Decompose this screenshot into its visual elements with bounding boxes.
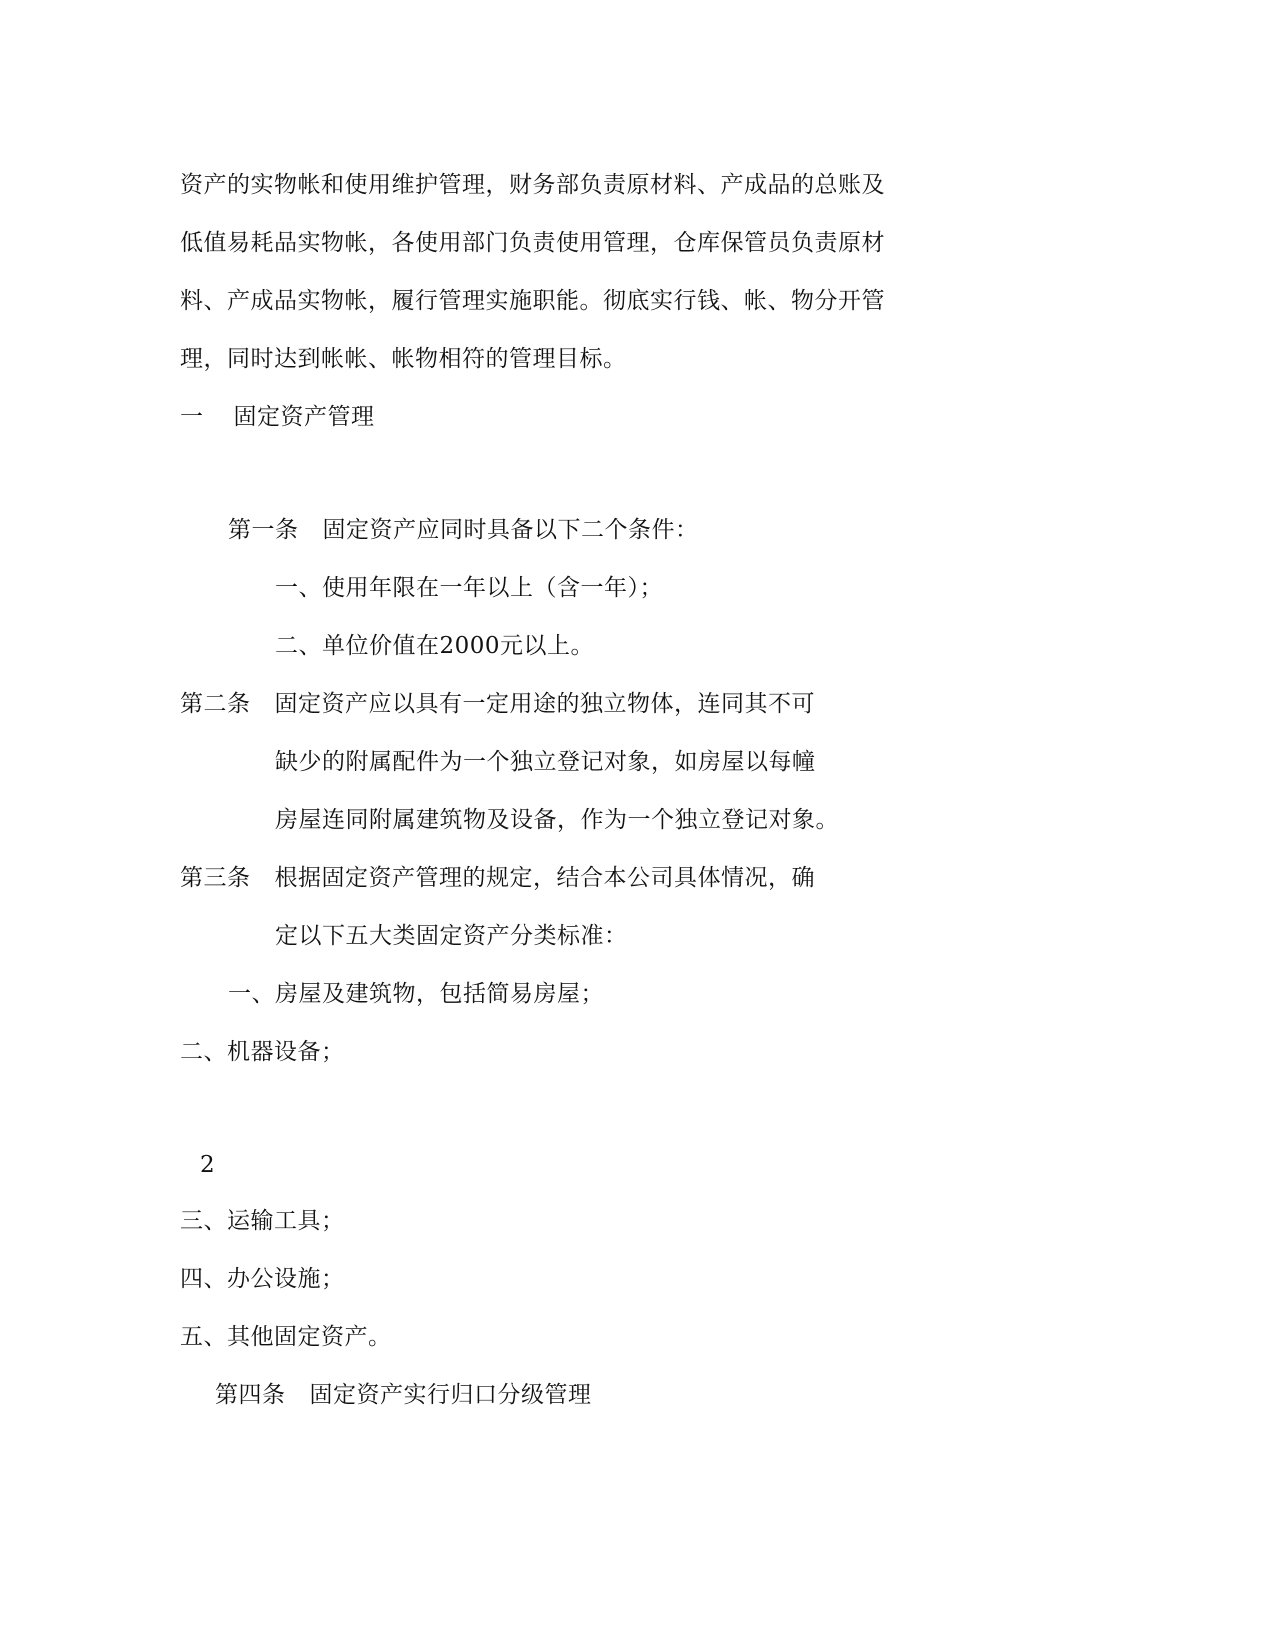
list-item-5: 五、其他固定资产。	[180, 1324, 392, 1350]
paragraph-line-3: 料、产成品实物帐，履行管理实施职能。彻底实行钱、帐、物分开管	[180, 288, 885, 314]
article-3	[180, 863, 815, 893]
article-4-text: 固定资产实行归口分级管理	[309, 1382, 592, 1408]
article-4	[215, 1380, 592, 1410]
article-3-line-1: 根据固定资产管理的规定，结合本公司具体情况，确	[274, 865, 815, 891]
article-1-item-1: 一、使用年限在一年以上（含一年）；	[275, 575, 663, 601]
article-4-label: 第四条	[215, 1382, 286, 1408]
section-number: 一	[180, 404, 204, 430]
article-2-line-1: 固定资产应以具有一定用途的独立物体，连同其不可	[274, 691, 815, 717]
article-1-item-2: 二、单位价值在2000元以上。	[275, 633, 595, 659]
article-2-label: 第二条	[180, 691, 251, 717]
article-2-line-3: 房屋连同附属建筑物及设备，作为一个独立登记对象。	[275, 807, 839, 833]
article-1	[228, 515, 699, 545]
article-2	[180, 689, 815, 719]
section-title: 固定资产管理	[233, 404, 375, 430]
article-3-item-2: 二、机器设备；	[180, 1039, 345, 1065]
paragraph-line-4: 理，同时达到帐帐、帐物相符的管理目标。	[180, 346, 627, 372]
article-3-item-1: 一、房屋及建筑物，包括简易房屋；	[228, 981, 604, 1007]
section-heading	[180, 402, 375, 432]
list-item-4: 四、办公设施；	[180, 1266, 345, 1292]
article-1-text: 固定资产应同时具备以下二个条件：	[322, 517, 699, 543]
article-2-line-2: 缺少的附属配件为一个独立登记对象，如房屋以每幢	[275, 749, 816, 775]
page-number: 2	[200, 1152, 216, 1178]
article-1-label: 第一条	[228, 517, 299, 543]
paragraph-line-2: 低值易耗品实物帐，各使用部门负责使用管理，仓库保管员负责原材	[180, 230, 885, 256]
article-3-line-2: 定以下五大类固定资产分类标准：	[275, 923, 628, 949]
paragraph-line-1: 资产的实物帐和使用维护管理，财务部负责原材料、产成品的总账及	[180, 172, 885, 198]
list-item-3: 三、运输工具；	[180, 1208, 345, 1234]
article-3-label: 第三条	[180, 865, 251, 891]
